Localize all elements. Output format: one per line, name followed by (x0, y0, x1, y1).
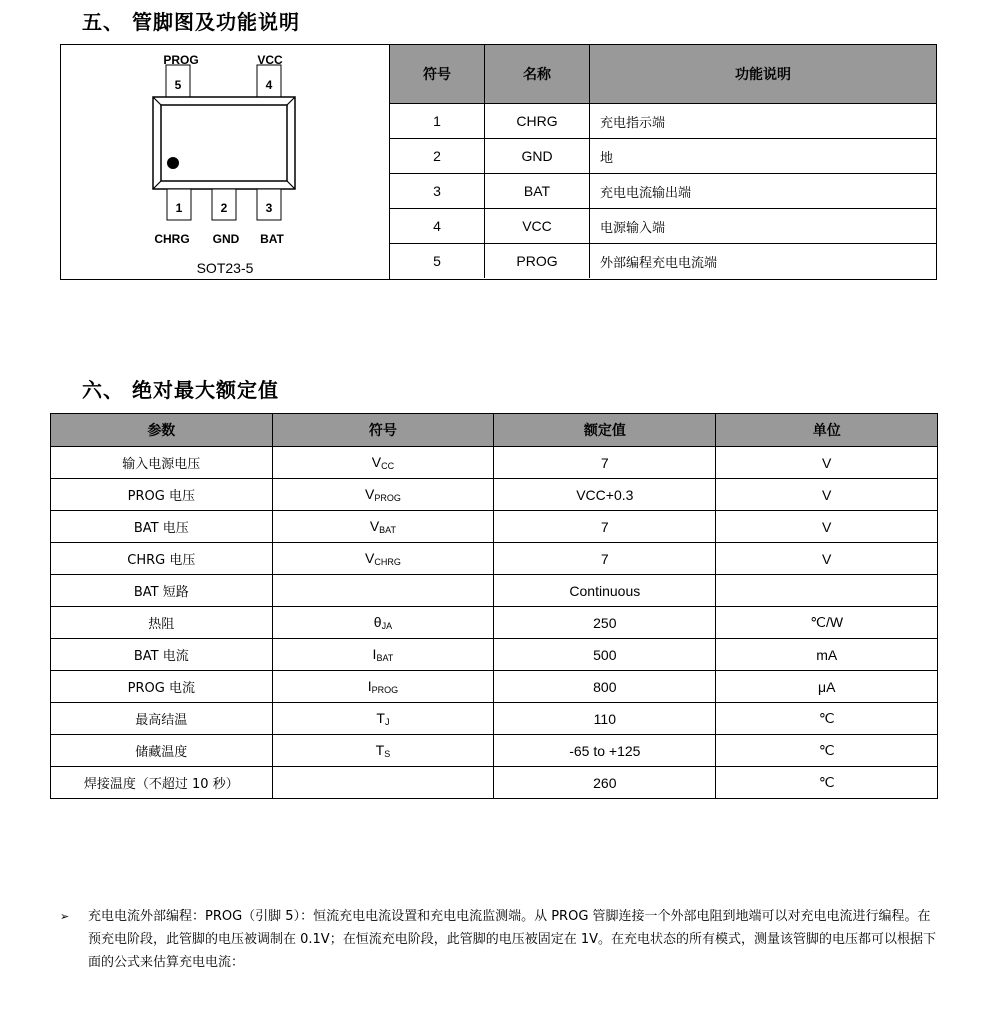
pin3-number: 3 (265, 201, 273, 215)
bullet-arrow-icon: ➢ (60, 910, 70, 923)
table-row (51, 511, 938, 543)
pin1-number: 1 (175, 201, 183, 215)
pin-desc: 电源输入端 (590, 209, 937, 244)
rating-symbol (272, 767, 494, 799)
pin-name: VCC (485, 209, 590, 244)
rating-symbol-main: V (365, 550, 375, 566)
rating-param: BAT 短路 (51, 575, 273, 607)
pin-name: CHRG (485, 104, 590, 139)
pin1-marker-dot (167, 157, 179, 169)
pin2-label: GND (212, 232, 240, 246)
rating-value: 7 (494, 447, 716, 479)
pin1-label: CHRG (154, 232, 190, 246)
rating-symbol (272, 639, 494, 671)
rating-symbol (272, 703, 494, 735)
pin4-label: VCC (257, 53, 283, 67)
ratings-header-unit: 单位 (716, 414, 938, 447)
table-row (51, 703, 938, 735)
rating-unit: ℃ (716, 703, 938, 735)
pin-symbol: 3 (390, 174, 485, 209)
rating-symbol (272, 671, 494, 703)
rating-symbol-main: V (369, 518, 380, 534)
rating-value: 110 (494, 703, 716, 735)
table-row (390, 104, 937, 139)
rating-value: Continuous (494, 575, 716, 607)
rating-symbol (272, 735, 494, 767)
table-row (51, 639, 938, 671)
rating-symbol-sub: BAT (376, 653, 394, 663)
absolute-max-ratings-table (50, 413, 938, 799)
pin-desc: 外部编程充电电流端 (590, 244, 937, 279)
rating-symbol-sub: S (384, 749, 391, 759)
rating-value: 7 (494, 511, 716, 543)
pin2-number: 2 (220, 201, 228, 215)
rating-symbol-main: θ (373, 614, 382, 630)
table-row (51, 671, 938, 703)
rating-symbol-main: I (367, 678, 372, 694)
rating-symbol (272, 543, 494, 575)
rating-param: 储藏温度 (51, 735, 273, 767)
rating-symbol-sub: PROG (371, 685, 399, 695)
table-row (390, 174, 937, 209)
pin5-number: 5 (174, 78, 182, 92)
package-body-inner (161, 105, 287, 181)
rating-symbol (272, 607, 494, 639)
pin5-label: PROG (163, 53, 199, 67)
section5-title: 五、 管脚图及功能说明 (82, 10, 300, 34)
table-row (51, 767, 938, 799)
pin-name: BAT (485, 174, 590, 209)
rating-param: BAT 电压 (51, 511, 273, 543)
rating-symbol-sub: CHRG (374, 557, 401, 567)
rating-value: 7 (494, 543, 716, 575)
rating-value: 500 (494, 639, 716, 671)
rating-symbol-main: V (364, 486, 375, 502)
table-row (51, 575, 938, 607)
pin-name: GND (485, 139, 590, 174)
rating-symbol (272, 447, 494, 479)
rating-symbol-sub: J (384, 717, 390, 727)
sot23-package-drawing (61, 45, 389, 279)
pin-name: PROG (485, 244, 590, 279)
pin-symbol: 1 (390, 104, 485, 139)
rating-param: 热阻 (51, 607, 273, 639)
pin-function-table (389, 45, 936, 278)
pin-symbol: 2 (390, 139, 485, 174)
rating-param: 最高结温 (51, 703, 273, 735)
rating-symbol-main: V (371, 454, 382, 470)
rating-symbol-main: T (376, 710, 385, 726)
pin4-number: 4 (265, 78, 273, 92)
rating-value: 800 (494, 671, 716, 703)
prog-description (60, 905, 938, 974)
ratings-header-param: 参数 (51, 414, 273, 447)
pin-table-header-symbol: 符号 (390, 45, 485, 104)
ratings-header-value: 额定值 (494, 414, 716, 447)
pin-table-header-function: 功能说明 (590, 45, 937, 104)
pin-diagram-box (60, 44, 937, 280)
rating-symbol-sub: PROG (374, 493, 401, 503)
rating-symbol-main: T (375, 742, 385, 758)
rating-symbol (272, 511, 494, 543)
table-row (51, 543, 938, 575)
pin-desc: 充电指示端 (590, 104, 937, 139)
rating-param: BAT 电流 (51, 639, 273, 671)
pin-symbol: 4 (390, 209, 485, 244)
rating-unit: μA (716, 671, 938, 703)
table-row (51, 479, 938, 511)
ratings-body (51, 447, 938, 799)
rating-symbol (272, 479, 494, 511)
rating-unit: V (716, 479, 938, 511)
rating-param: PROG 电压 (51, 479, 273, 511)
rating-value: 250 (494, 607, 716, 639)
table-row (390, 139, 937, 174)
pin-desc: 充电电流输出端 (590, 174, 937, 209)
rating-unit: V (716, 447, 938, 479)
package-diagram (61, 45, 390, 279)
rating-value: VCC+0.3 (494, 479, 716, 511)
ratings-header-symbol: 符号 (272, 414, 494, 447)
table-row (51, 447, 938, 479)
pin-desc: 地 (590, 139, 937, 174)
rating-param: 焊接温度（不超过 10 秒） (51, 767, 273, 799)
pin3-label: BAT (260, 232, 284, 246)
table-row (51, 607, 938, 639)
rating-unit: ℃ (716, 735, 938, 767)
rating-symbol (272, 575, 494, 607)
rating-param: 输入电源电压 (51, 447, 273, 479)
table-row (390, 209, 937, 244)
pin-symbol: 5 (390, 244, 485, 279)
prog-description-text: 充电电流外部编程：PROG（引脚 5）：恒流充电电流设置和充电电流监测端。从 PROG 管脚连接一个外部电阻到地端可以对充电电流进行编程。在预充电阶段，此管脚的电压被调制在 0.1V；在恒流充电阶段，此管脚的电压被固定在 1V。在充电状态的所有模式，测量该管脚的电压都可以根据下面的公式来估算充电电流： (88, 909, 936, 970)
rating-unit: mA (716, 639, 938, 671)
rating-value: 260 (494, 767, 716, 799)
rating-value: -65 to +125 (494, 735, 716, 767)
rating-param: PROG 电流 (51, 671, 273, 703)
table-row (51, 735, 938, 767)
rating-unit: ℃ (716, 767, 938, 799)
section6-title: 六、 绝对最大额定值 (82, 378, 279, 402)
pin-table-header-name: 名称 (485, 45, 590, 104)
rating-unit (716, 575, 938, 607)
rating-symbol-main: I (372, 646, 377, 662)
rating-param: CHRG 电压 (51, 543, 273, 575)
rating-symbol-sub: BAT (379, 525, 397, 535)
rating-unit: V (716, 543, 938, 575)
rating-symbol-sub: JA (381, 621, 393, 631)
rating-unit: ℃/W (716, 607, 938, 639)
table-row (390, 244, 937, 279)
rating-unit: V (716, 511, 938, 543)
package-name: SOT23-5 (196, 260, 254, 276)
rating-symbol-sub: CC (381, 461, 395, 471)
